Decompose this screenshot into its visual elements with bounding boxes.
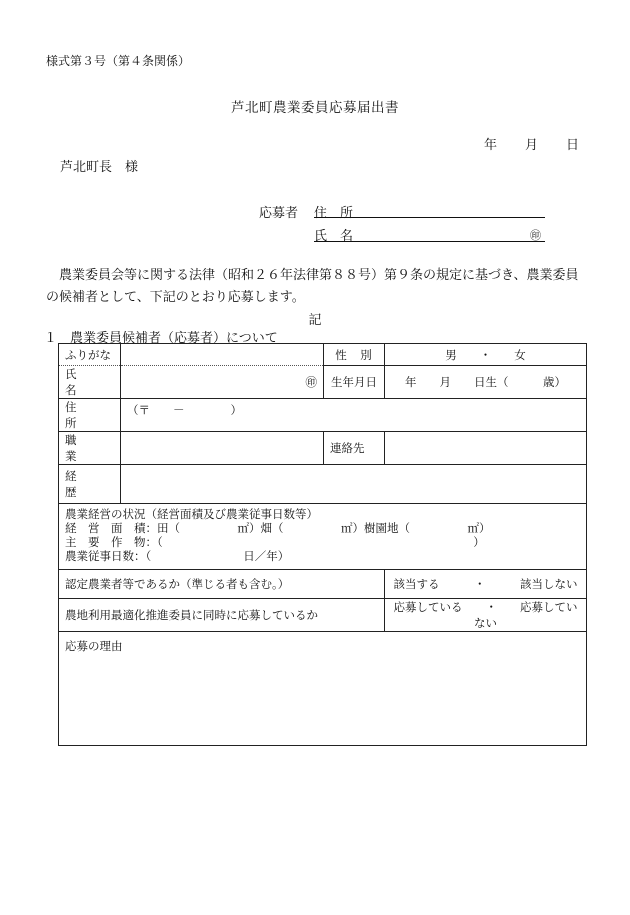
- table-row: [59, 632, 587, 746]
- table-row: [59, 344, 587, 366]
- form-number: 様式第３号（第４条関係）: [46, 54, 191, 68]
- farm-status-days: 農業従事日数：（ 日／年）: [65, 549, 290, 563]
- reason-cell[interactable]: [59, 632, 587, 746]
- table-row: [59, 432, 587, 465]
- sex-label: 性 別: [324, 344, 385, 366]
- promotion-question: 農地利用最適化推進委員に同時に応募しているか: [59, 599, 385, 632]
- ki-label: 記: [308, 313, 322, 328]
- occupation-field[interactable]: [121, 432, 324, 465]
- page-title: 芦北町農業委員応募届出書: [231, 100, 399, 116]
- applicant-seal-mark: ㊞: [530, 229, 541, 242]
- contact-field[interactable]: [385, 432, 587, 465]
- table-row: [59, 599, 587, 632]
- name-field[interactable]: [121, 366, 324, 399]
- body-text: 農業委員会等に関する法律（昭和２６年法律第８８号）第９条の規定に基づき、農業委員の候補者として、下記のとおり応募します。: [46, 268, 579, 305]
- postal-code: （〒 － ）: [127, 403, 242, 417]
- address-label: 住 所: [59, 399, 121, 432]
- history-label: 経 歴: [59, 465, 121, 504]
- furigana-field[interactable]: [121, 344, 324, 366]
- promotion-answer[interactable]: 応募している ・ 応募していない: [385, 599, 587, 632]
- table-row: [59, 465, 587, 504]
- birth-label: 生年月日: [324, 366, 385, 399]
- date-day-label: 日: [566, 138, 580, 153]
- table-row: [59, 570, 587, 599]
- furigana-label: ふりがな: [59, 344, 121, 366]
- applicant-name-line[interactable]: [314, 241, 545, 242]
- farm-status-cell[interactable]: [59, 504, 587, 570]
- sex-options[interactable]: 男 ・ 女: [385, 344, 587, 366]
- applicant-address-line[interactable]: [314, 217, 545, 218]
- name-seal-mark: ㊞: [305, 375, 317, 389]
- date-year-label: 年: [484, 138, 498, 153]
- history-field[interactable]: [121, 465, 587, 504]
- certified-question: 認定農業者等であるか（準じる者も含む。）: [59, 570, 385, 599]
- farm-status-area: 経 営 面 積：田（ ㎡）畑（ ㎡）樹園地（ ㎡）: [65, 521, 491, 535]
- applicant-form-table: [58, 343, 587, 746]
- table-row: [59, 504, 587, 570]
- section-title: １ 農業委員候補者（応募者）について: [44, 331, 278, 346]
- farm-status-heading: 農業経営の状況（経営面積及び農業従事日数等）: [65, 507, 318, 521]
- applicant-address-label: 住 所: [314, 206, 354, 221]
- address-field[interactable]: [121, 399, 587, 432]
- occupation-label: 職 業: [59, 432, 121, 465]
- table-row: [59, 399, 587, 432]
- birth-field[interactable]: 年 月 日生（ 歳）: [385, 366, 587, 399]
- name-label: 氏 名: [59, 366, 121, 399]
- reason-label: 応募の理由: [65, 639, 123, 653]
- contact-label: 連絡先: [324, 432, 385, 465]
- date-month-label: 月: [525, 138, 539, 153]
- certified-answer[interactable]: 該当する ・ 該当しない: [385, 570, 587, 599]
- addressee: 芦北町長 様: [60, 160, 139, 175]
- applicant-label: 応募者: [259, 206, 299, 221]
- table-row: [59, 366, 587, 399]
- applicant-name-label: 氏 名: [314, 229, 354, 244]
- farm-status-crops: 主 要 作 物：（ ）: [65, 535, 485, 549]
